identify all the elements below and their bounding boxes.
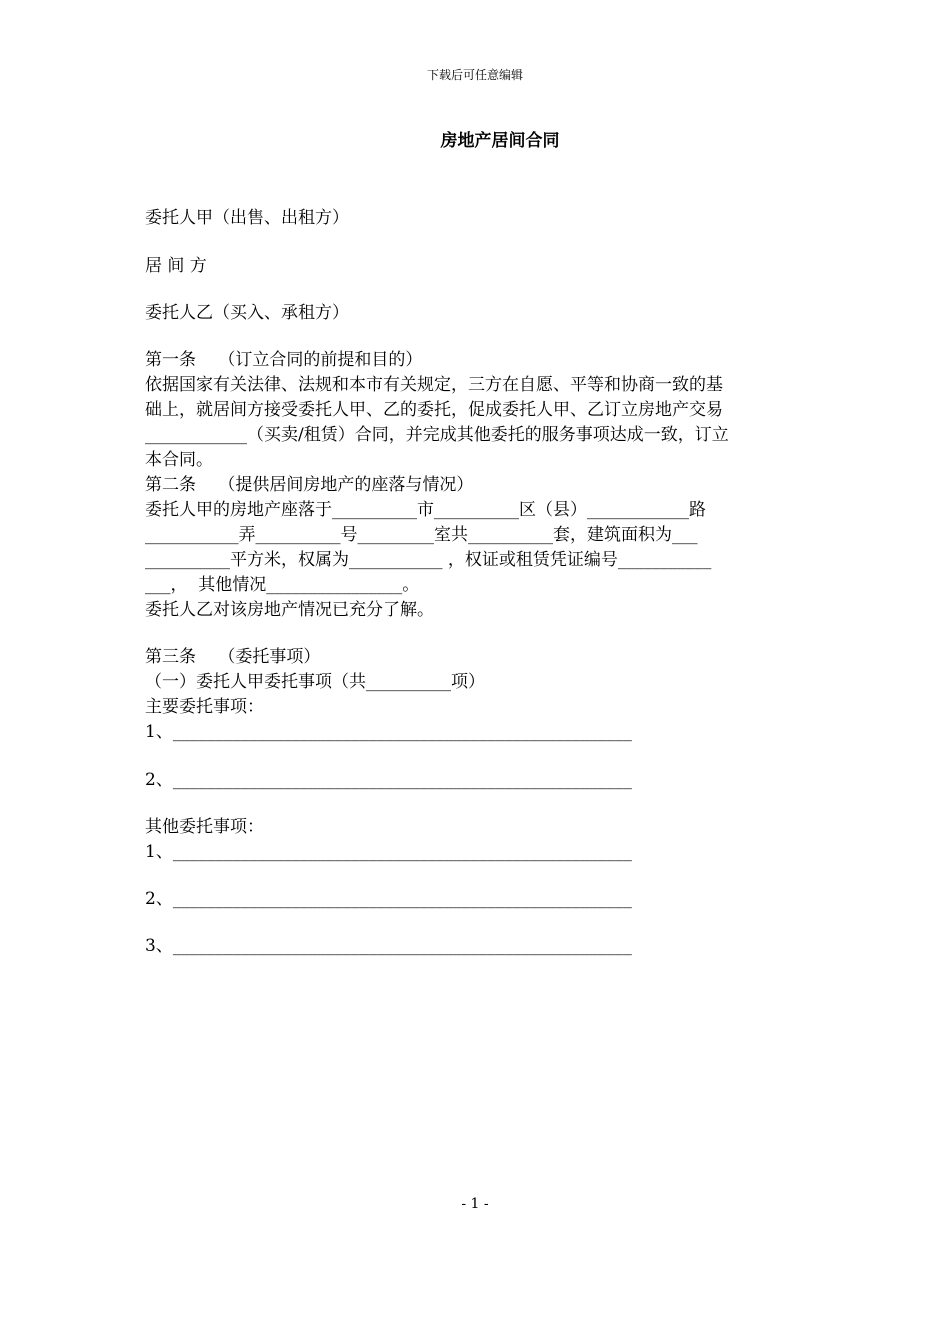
other-item-line: 3、______________________________________________________	[145, 936, 632, 956]
page-number: - 1 -	[461, 1196, 489, 1212]
article2-line: __________平方米，权属为___________ ，权证或租赁凭证编号___________	[145, 550, 712, 570]
article2-line: ___________弄__________号_________室共__________套，建筑面积为___	[145, 525, 698, 545]
article2-heading: 第二条 （提供居间房地产的座落与情况）	[145, 475, 474, 495]
article2-line: 委托人乙对该房地产情况已充分了解。	[145, 600, 434, 620]
article1-line: ____________（买卖/租赁）合同，并完成其他委托的服务事项达成一致，订立	[145, 425, 729, 445]
article1-heading: 第一条 （订立合同的前提和目的）	[145, 350, 423, 370]
party-b-label: 委托人乙（买入、承租方）	[145, 303, 349, 323]
article1-line: 本合同。	[145, 450, 213, 470]
main-item-line: 1、______________________________________________________	[145, 722, 632, 742]
document-title: 房地产居间合同	[440, 131, 560, 151]
other-item-line: 2、______________________________________________________	[145, 889, 632, 909]
article2-line: 委托人甲的房地产座落于__________市__________区（县）____________路	[145, 500, 706, 520]
other-items-label: 其他委托事项：	[145, 817, 264, 837]
other-item-line: 1、______________________________________________________	[145, 842, 632, 862]
main-item-line: 2、______________________________________________________	[145, 770, 632, 790]
article1-line: 依据国家有关法律、法规和本市有关规定，三方在自愿、平等和协商一致的基	[145, 375, 723, 395]
article2-line: ___， 其他情况________________。	[145, 575, 420, 595]
broker-label: 居 间 方	[145, 256, 207, 276]
article3-subheading: （一）委托人甲委托事项（共__________项）	[145, 672, 485, 692]
main-items-label: 主要委托事项：	[145, 697, 264, 717]
party-a-label: 委托人甲（出售、出租方）	[145, 208, 349, 228]
article1-line: 础上，就居间方接受委托人甲、乙的委托，促成委托人甲、乙订立房地产交易	[145, 400, 723, 420]
header-note: 下载后可任意编辑	[426, 68, 523, 82]
article3-heading: 第三条 （委托事项）	[145, 647, 321, 667]
